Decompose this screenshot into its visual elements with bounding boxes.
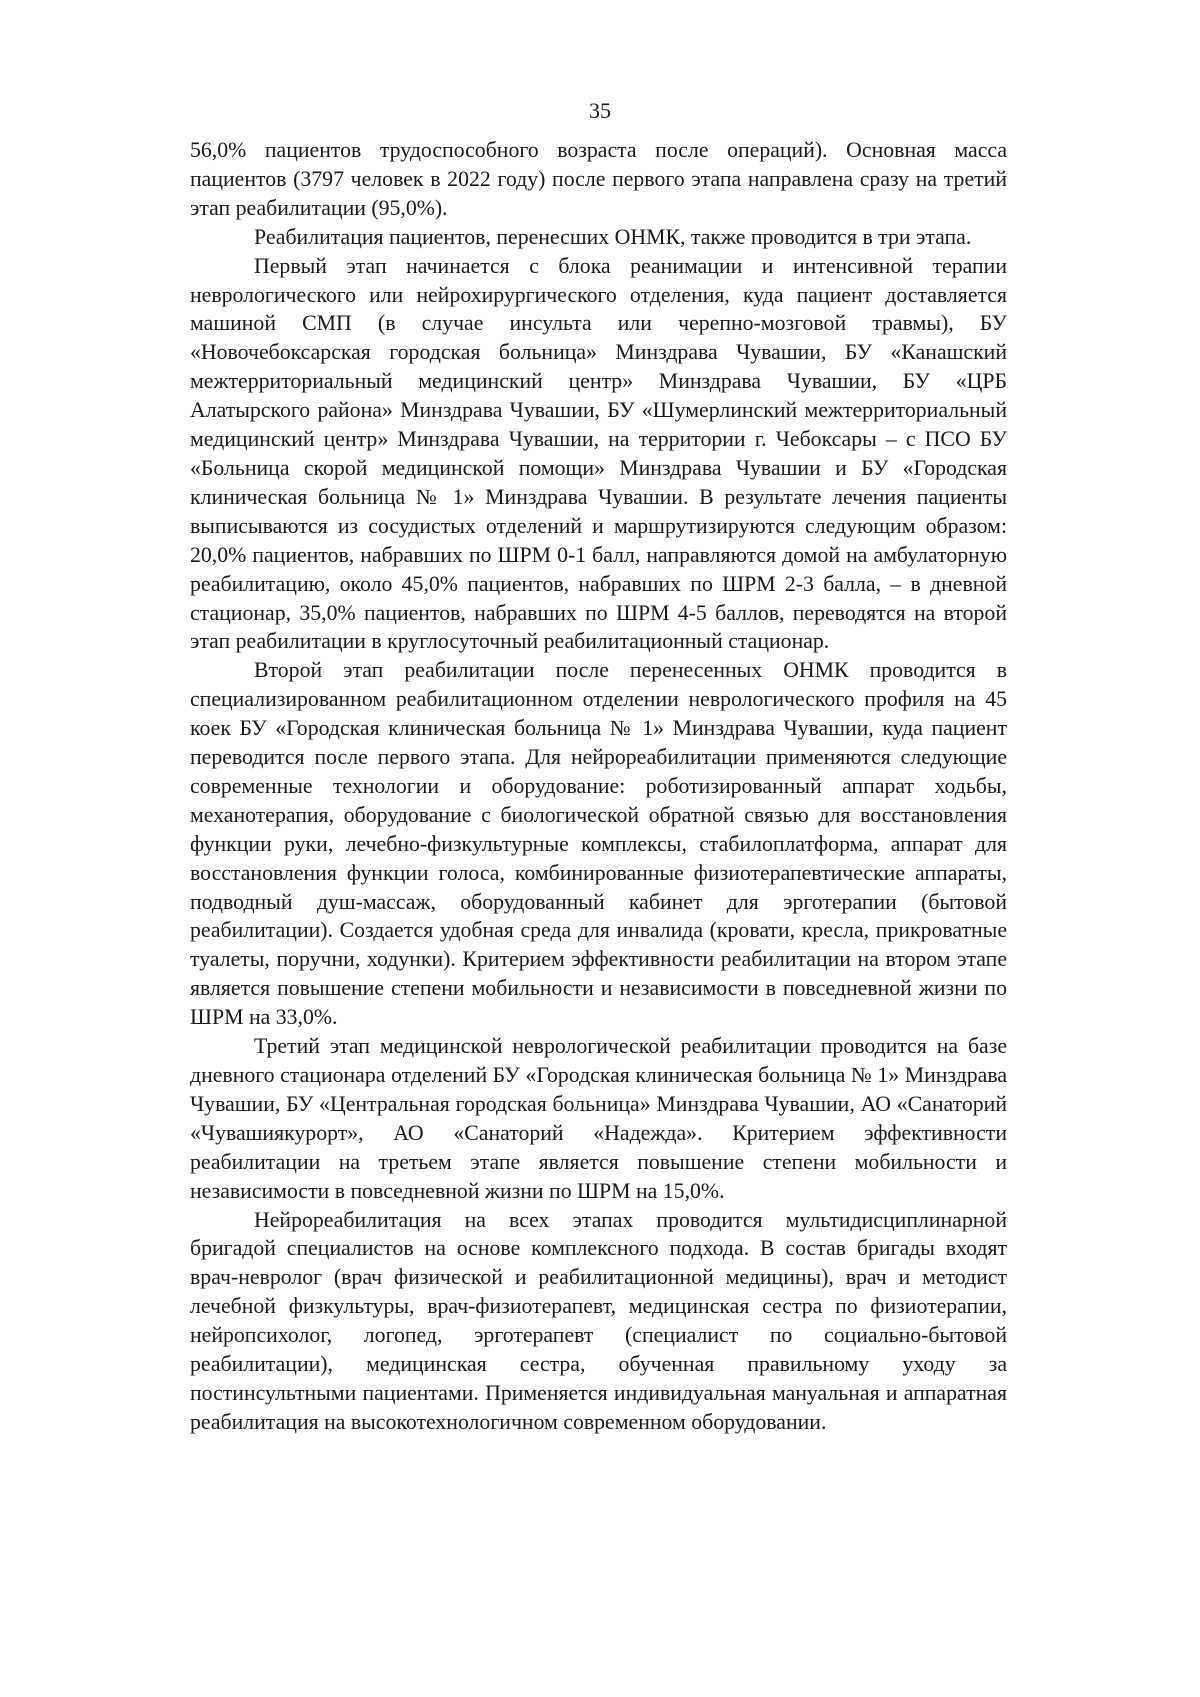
paragraph-third-stage: Третий этап медицинской неврологической реабилитации проводится на базе дневного стационара отделений БУ «Городская клиническая больница № 1» Минздрава Чувашии, БУ «Центральная городская больница» Минздрава Чувашии, АО «Санаторий «Чувашиякурорт», АО «Санаторий «Надежда». Критерием эффективности реабилитации на третьем этапе является повышение степени мобильности и независимости в повседневной жизни по ШРМ на 15,0%. [190, 1034, 1007, 1203]
paragraph-continuation: 56,0% пациентов трудоспособного возраста после операций). Основная масса пациентов (3797 человек в 2022 году) после первого этапа направлена сразу на третий этап реабилитации (95,0%). [190, 138, 1007, 220]
paragraph-team: Нейрореабилитация на всех этапах проводится мультидисциплинарной бригадой специалистов на основе комплексного подхода. В состав бригады входят врач-невролог (врач физической и реабилитационной медицины), врач и методист лечебной физкультуры, врач-физиотерапевт, медицинская сестра по физиотерапии, нейропсихолог, логопед, эрготерапевт (специалист по социально-бытовой реабилитации), медицинская сестра, обученная правильному уходу за постинсультными пациентами. Применяется индивидуальная мануальная и аппаратная реабилитация на высокотехнологичном современном оборудовании. [190, 1207, 1007, 1434]
document-body [190, 136, 1007, 1437]
paragraph-second-stage: Второй этап реабилитации после перенесенных ОНМК проводится в специализированном реабилитационном отделении неврологического профиля на 45 коек БУ «Городская клиническая больница № 1» Минздрава Чувашии, куда пациент переводится после первого этапа. Для нейрореабилитации применяются следующие современные технологии и оборудование: роботизированный аппарат ходьбы, механотерапия, оборудование с биологической обратной связью для восстановления функции руки, лечебно-физкультурные комплексы, стабилоплатформа, аппарат для восстановления функции голоса, комбинированные физиотерапевтические аппараты, подводный душ-массаж, оборудованный кабинет для эрготерапии (бытовой реабилитации). Создается удобная среда для инвалида (кровати, кресла, прикроватные туалеты, поручни, ходунки). Критерием эффективности реабилитации на втором этапе является повышение степени мобильности и независимости в повседневной жизни по ШРМ на 33,0%. [190, 658, 1007, 1030]
paragraph-onmk-stages: Реабилитация пациентов, перенесших ОНМК, также проводится в три этапа. [254, 224, 972, 249]
page-number: 35 [589, 98, 611, 123]
paragraph-first-stage: Первый этап начинается с блока реанимации и интенсивной терапии неврологического или нейрохирургического отделения, куда пациент доставляется машиной СМП (в случае инсульта или черепно-мозговой травмы), БУ «Новочебоксарская городская больница» Минздрава Чувашии, БУ «Канашский межтерриториальный медицинский центр» Минздрава Чувашии, БУ «ЦРБ Алатырского района» Минздрава Чувашии, БУ «Шумерлинский межтерриториальный медицинский центр» Минздрава Чувашии, на территории г. Чебоксары – с ПСО БУ «Больница скорой медицинской помощи» Минздрава Чувашии и БУ «Городская клиническая больница № 1» Минздрава Чувашии. В результате лечения пациенты выписываются из сосудистых отделений и маршрутизируются следующим образом: 20,0% пациентов, набравших по ШРМ 0-1 балл, направляются домой на амбулаторную реабилитацию, около 45,0% пациентов, набравших по ШРМ 2-3 балла, – в дневной стационар, 35,0% пациентов, набравших по ШРМ 4-5 баллов, переводятся на второй этап реабилитации в круглосуточный реабилитационный стационар. [190, 253, 1007, 654]
